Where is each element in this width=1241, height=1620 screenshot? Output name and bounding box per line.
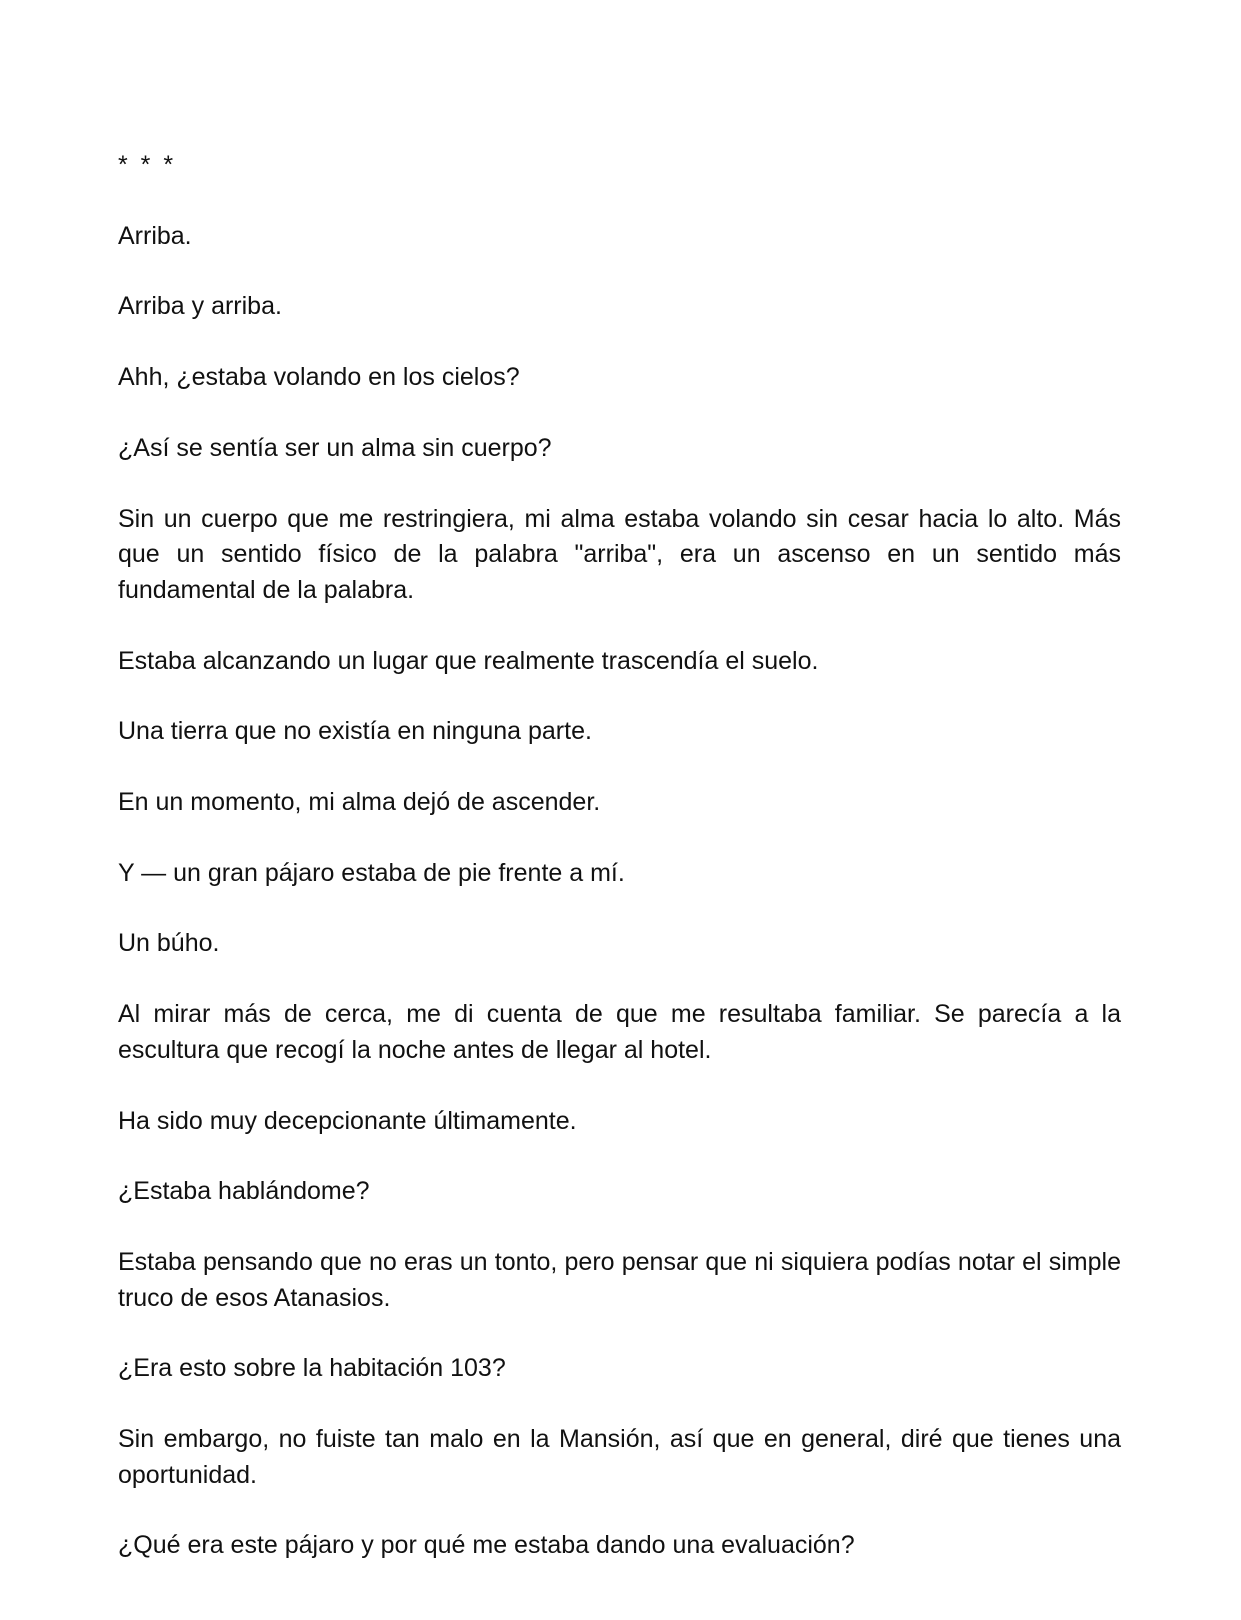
paragraph: ¿Así se sentía ser un alma sin cuerpo? [118, 433, 552, 462]
paragraph: Estaba alcanzando un lugar que realmente trascendía el suelo. [118, 646, 819, 675]
paragraph: En un momento, mi alma dejó de ascender. [118, 788, 601, 817]
paragraph: Un búho. [118, 929, 220, 958]
paragraph: Sin un cuerpo que me restringiera, mi alma estaba volando sin cesar hacia lo alto. Más que un sentido físico de la palabra "arriba", era un ascenso en un sentido más fundamental de la palabra. [118, 504, 1121, 604]
paragraph: ¿Era esto sobre la habitación 103? [118, 1354, 506, 1383]
scene-separator: * * * [118, 151, 177, 179]
paragraph: Ha sido muy decepcionante últimamente. [118, 1106, 577, 1135]
paragraph: Al mirar más de cerca, me di cuenta de que me resultaba familiar. Se parecía a la escultura que recogí la noche antes de llegar al hotel. [118, 1000, 1121, 1064]
document-body [118, 148, 1121, 1599]
paragraph: Arriba. [118, 221, 192, 250]
paragraph: ¿Qué era este pájaro y por qué me estaba dando una evaluación? [118, 1531, 855, 1560]
paragraph: Sin embargo, no fuiste tan malo en la Mansión, así que en general, diré que tienes una oportunidad. [118, 1425, 1121, 1489]
paragraph: ¿Estaba hablándome? [118, 1177, 370, 1206]
paragraph: Una tierra que no existía en ninguna parte. [118, 717, 592, 746]
paragraph: Y — un gran pájaro estaba de pie frente a mí. [118, 858, 625, 887]
paragraph: Estaba pensando que no eras un tonto, pero pensar que ni siquiera podías notar el simple truco de esos Atanasios. [118, 1247, 1121, 1312]
paragraph: Arriba y arriba. [118, 292, 282, 321]
paragraph: Ahh, ¿estaba volando en los cielos? [118, 363, 520, 392]
